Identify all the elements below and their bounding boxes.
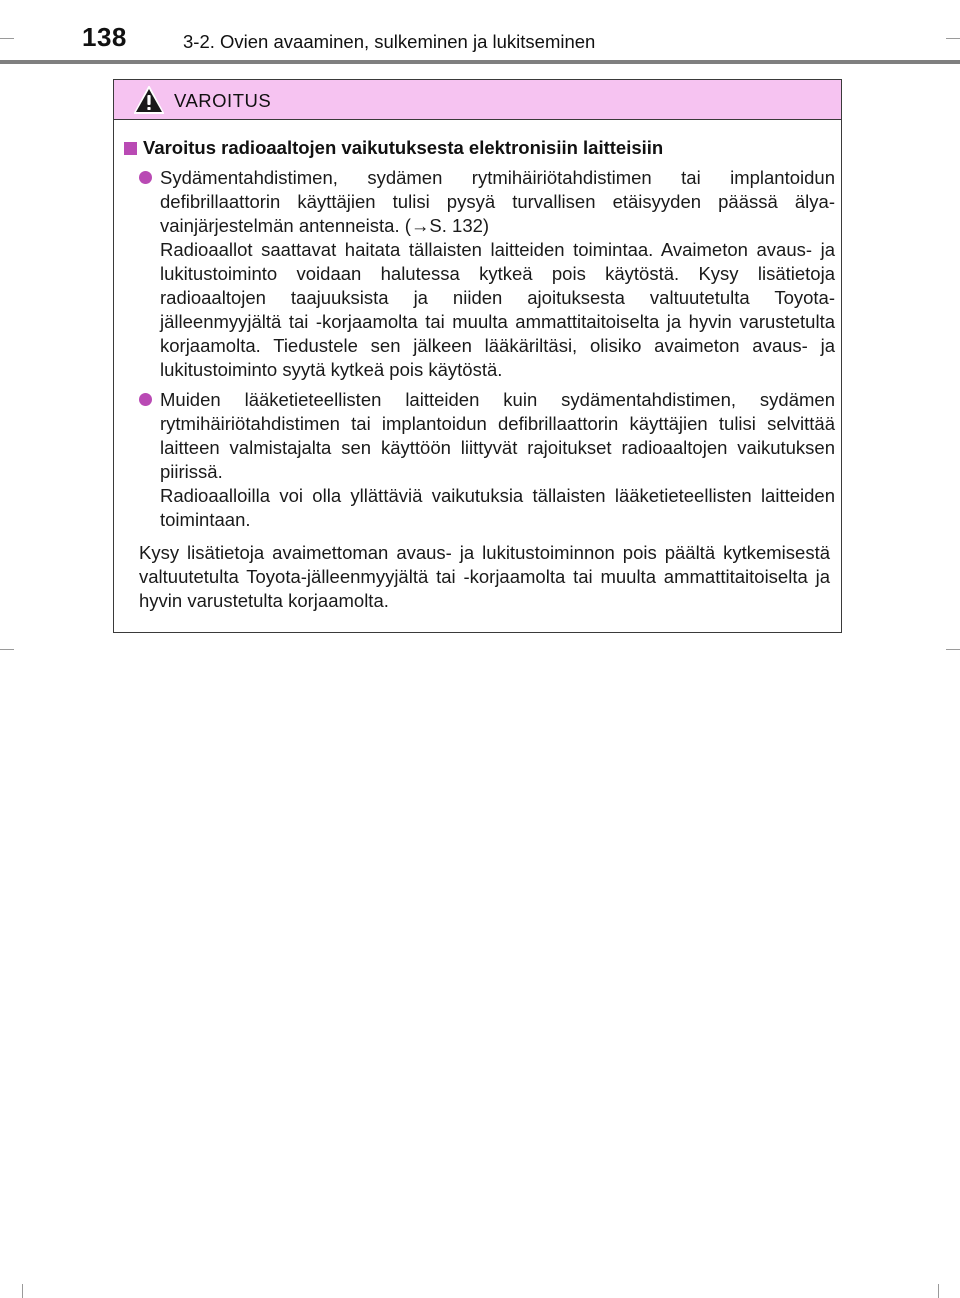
crop-mark [0,649,14,650]
warning-note [139,541,830,613]
list-item [139,388,835,532]
warning-label: VAROITUS [174,90,272,111]
bullet-paragraph: Radioaalloilla voi olla yllättäviä vaikutuksia tällaisten lääketieteellisten laitteiden toimintaan. [160,485,835,530]
bullet-paragraph: Radioaallot saattavat haitata tällaisten laitteiden toimintaa. Avaimeton avaus- ja lukitustoiminto voidaan halutessa kytkeä pois käytöstä. Kysy lisätietoja radioaaltojen taajuuksista ja niiden ajoituksesta valtuutetulta Toyota-jälleenmyyjältä tai -korjaamolta tai muulta ammattitaitoiselta ja hyvin varustetulta korjaamolta. Tiedustele sen jälkeen lääkäriltäsi, olisiko avaimeton avaus- ja lukitustoiminto syytä kytkeä pois käytöstä. [160,239,835,380]
crop-mark [946,649,960,650]
note-paragraph: Kysy lisätietoja avaimettoman avaus- ja lukitustoiminnon pois päältä kytkemisestä valtuutetulta Toyota-jälleenmyyjältä tai -korjaamolta tai muulta ammattitaitoiselta ja hyvin varustetulta korjaamolta. [139,542,830,611]
bullet-paragraph: Muiden lääketieteellisten laitteiden kuin sydämentahdistimen, sydämen rytmihäiriötahdistimen tai implantoidun defibrillaattorin käyttäjien tulisi selvittää laitteen valmistajalta sen käyttöön liittyvät rajoitukset radioaaltojen vaikutuksen piirissä. [160,389,835,482]
bullet-dot-icon [139,171,152,184]
crop-mark [946,38,960,39]
header-rule [0,60,960,64]
bullet-paragraph: Sydämentahdistimen, sydämen rytmihäiriötahdistimen tai implantoidun defibrillaattorin käyttäjien tulisi pysyä turvallisen etäisyyden päässä älyavainjärjestelmän antenneista. (→S. 132) [160,167,835,236]
crop-mark [0,38,14,39]
list-item [139,166,835,382]
warning-heading [124,137,663,159]
crop-mark [22,1284,23,1298]
page-number: 138 [82,22,127,52]
warning-header [114,80,841,120]
crop-mark [938,1284,939,1298]
warning-heading-text: Varoitus radioaaltojen vaikutuksesta elektronisiin laitteisiin [143,137,664,158]
bullet-dot-icon [139,393,152,406]
section-title: 3-2. Ovien avaaminen, sulkeminen ja lukitseminen [183,31,596,52]
warning-triangle-icon [134,86,164,114]
square-bullet-icon [124,142,137,155]
warning-box [113,79,842,633]
